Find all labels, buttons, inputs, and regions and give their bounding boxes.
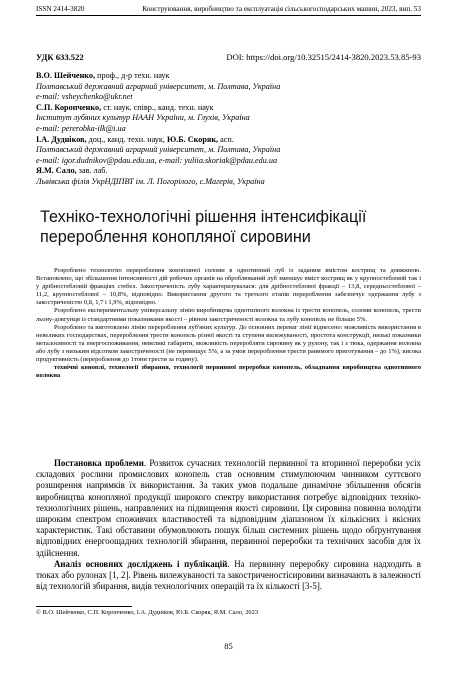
section-heading: Постановка проблеми — [54, 458, 144, 468]
author-title: асп. — [218, 134, 234, 144]
body-paragraph — [36, 458, 421, 559]
author-title: проф., д-р техн. наук — [95, 71, 170, 80]
author-affiliation: Полтавський державний аграрний університет, м. Полтава, Україна — [36, 81, 281, 91]
author-name: С.П. Коропченко, — [36, 102, 102, 112]
author-name: Я.М. Сало, — [36, 166, 77, 176]
author-affiliation: Полтавський державний аграрний університет, м. Полтава, Україна — [36, 145, 281, 155]
abstract-paragraph: Розроблено технологію перероблення конопляної соломи в однотипний луб із заданим вмістом кострищ та довжиною. Встановлено, що збільшення інтенсивності дій робочих органів на оброблюваний луб зменшує вміст кострищ як у крупностебловій так і у дрібностебловій фракціях стебел. Закостриченість лубу характеризувалася: для дрібностеблової фракції – 13,8, середньостеблової – 11,2, крупностеблової – 10,8%, відповідно. Використання другого та третього етапів перероблення забезпечує одержання лубу з закостриченістю 0,8, 1,7 і 1,9%, відповідно. — [36, 267, 421, 307]
paragraph-text: . На первинну переробку сировина надходить в тюках або рулонах [1, 2]. Рівень вилежуваності та закостриченостісировини визначають в залежності від технологій збирання, видів технологічних операцій та їх кількості [3-5]. — [36, 558, 422, 592]
author-name: І.А. Дудніков, — [36, 134, 87, 144]
page-number: 85 — [224, 641, 233, 651]
author-affiliation: Львівська філія УкрНДІПВТ ім. Л. Погорілого, с.Магерів, Україна — [36, 176, 265, 186]
author-email[interactable]: e-mail: pererobka-ilk@i.ua — [36, 123, 126, 133]
journal-title: Конструювання, виробництво та експлуатація сільськогосподарських машин, 2023, вип. 53 — [142, 5, 421, 13]
author-title: доц., канд. техн. наук, — [86, 134, 167, 144]
author-block — [36, 71, 421, 188]
body-paragraph — [36, 559, 421, 593]
author-title: ст. наук. співр., канд. техн. наук — [101, 102, 214, 112]
copyright-footnote: © В.О. Шейченко, С.П. Коропченко, І.А. Дудніков, Ю.Б. Скоряк, Я.М. Сало, 2023 — [36, 609, 259, 616]
doi-link[interactable]: DOI: https://doi.org/10.32515/2414-3820.2023.53.85-93 — [226, 52, 421, 62]
header-rule — [36, 15, 421, 16]
body-text — [36, 458, 421, 592]
abstract-paragraph: Розроблено експериментальну універсальну лінію виробництва однотипного волокна із трести конопель, соломи конопель, трести льону-довгунця із стандартними показниками якості – рівнем закостриченості волокна та лубу конопель не більше 5%. — [36, 307, 421, 323]
abstract — [36, 267, 421, 380]
author-affiliation: Інститут лубяних культур НААН України, м. Глухів, Україна — [36, 113, 250, 123]
footnote-rule — [36, 606, 132, 607]
udk-code: УДК 633.522 — [36, 52, 84, 62]
article-title: Техніко-технологічні рішення інтенсифікації перероблення конопляної сировини — [40, 208, 367, 246]
section-heading: Аналіз основних досліджень і публікацій — [54, 558, 228, 569]
author-title: зав. лаб. — [76, 166, 108, 176]
author-name: В.О. Шейченко, — [36, 71, 96, 80]
author-email[interactable]: e-mail: igor.dudnikov@pdau.edu.ua, e-mail: yuliia.skoriak@pdau.edu.ua — [36, 155, 278, 165]
issn: ISSN 2414-3820 — [36, 5, 85, 13]
running-header — [36, 4, 421, 15]
keywords: технічні коноплі, технології збирання, технології первинної переробки конопель, обладнання виробництва однотипного волокна — [36, 364, 421, 380]
author-email[interactable]: e-mail: vsheychenko@ukr.net — [36, 92, 133, 102]
abstract-paragraph: Розроблено та виготовлено лінію перероблення луб'яних культур. До основних переваг лінії віднесено: можливість використання в невеликих господарствах, перероблення трести конопель різної якості та ступеня вилежуваності, простота конструкції, низькі показники металоємності та енергоспоживання, невеликі габарити, можливість переробляти сировину як у рулону, так і з тюка, одержання волокна або лубу з низьким відсотком закостриченості (не перевищує 5%, а за умов перероблення трести ранимого приготування – до 1%), висока продуктивність (перероблення до 1тони трести за годину). — [36, 323, 421, 364]
paragraph-text: . Розвиток сучасних технологій первинної та вторинної переробки усіх складових рослини промислових конопель став основним стимулюючим чинником суттєвого розширення напрямків їх використання. За таких умов подальше динамічне збільшення обсягів виробництва конопляної продукції широкого спектру використання потребує відповідних техніко-технологічних рішень, направлених на підвищення якості сировини. Ця сировина повинна володіти широким спектром споживчих властивостей та відповідним діапазоном їх кількісних і якісних характеристик. Такі обставини обумовлюють пошук більш системних рішень щодо обґрунтування відповідних енергоощадних технологій збирання, первинної переробки та технічних засобів для їх здійснення. — [36, 458, 421, 558]
author-name: Ю.Б. Скоряк, — [166, 134, 219, 144]
